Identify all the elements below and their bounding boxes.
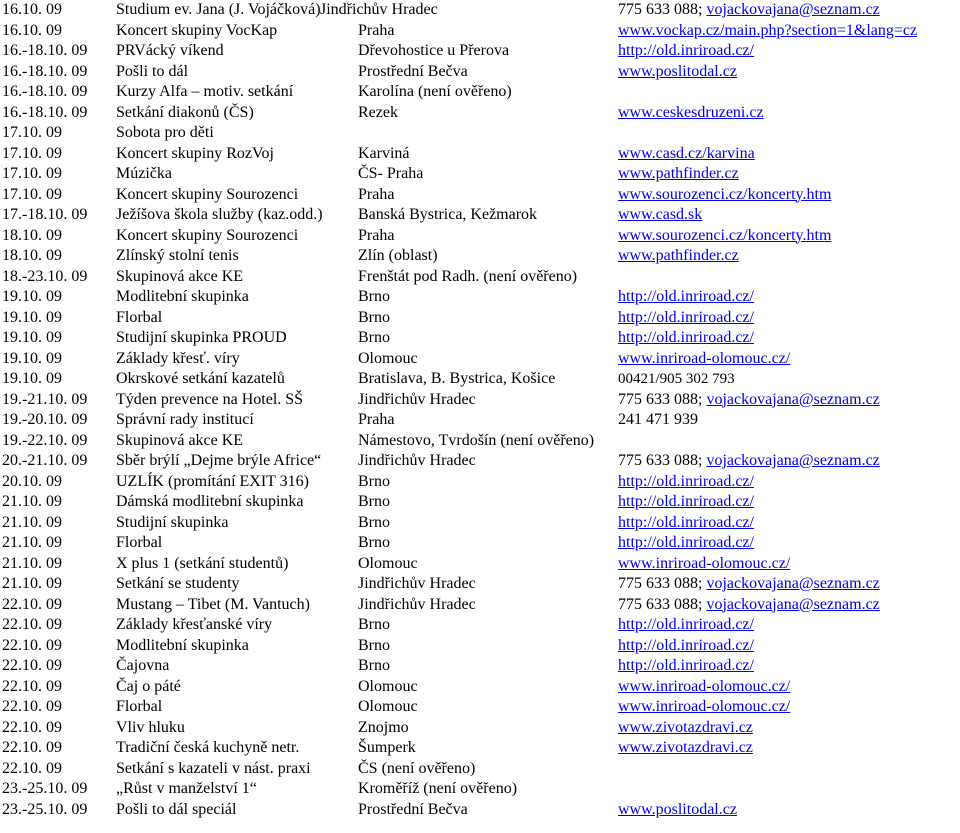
list-item (0, 328, 960, 349)
list-item (0, 205, 960, 226)
event-place: Brno (358, 657, 390, 674)
event-date: 18.10. 09 (2, 226, 62, 244)
event-contact (618, 533, 754, 554)
list-item (0, 349, 960, 370)
event-place: Brno (358, 308, 390, 326)
list-item (0, 390, 960, 411)
event-title: Modlitební skupinka (116, 636, 249, 654)
event-place: Jindřichův Hradec (358, 595, 476, 613)
event-place: Brno (358, 288, 390, 305)
event-contact (618, 697, 790, 718)
contact-link[interactable]: www.inriroad-olomouc.cz/ (618, 554, 791, 572)
list-item (0, 451, 960, 472)
contact-link[interactable]: http://old.inriroad.cz/ (618, 657, 754, 674)
list-item (0, 656, 960, 677)
event-place: Jindřichův Hradec (320, 1, 438, 18)
list-item (0, 62, 960, 83)
contact-link[interactable]: http://old.inriroad.cz/ (618, 636, 754, 654)
event-contact (618, 656, 754, 677)
contact-link[interactable]: http://old.inriroad.cz/ (618, 534, 754, 551)
event-title: Základy křesťanské víry (116, 616, 273, 633)
event-place: Bratislava, B. Bystrica, Košice (358, 370, 556, 387)
event-contact (618, 185, 831, 206)
event-contact (618, 574, 880, 595)
event-date: 22.10. 09 (2, 616, 62, 633)
event-date: 22.10. 09 (2, 595, 62, 613)
event-title: Ježíšova škola služby (kaz.odd.) (116, 206, 323, 223)
event-place: Brno (358, 513, 390, 531)
event-title: Koncert skupiny Sourozenci (116, 226, 299, 244)
list-item (0, 615, 960, 636)
event-title: Dámská modlitební skupinka (116, 493, 304, 510)
event-contact (618, 677, 790, 698)
list-item (0, 431, 960, 452)
list-item (0, 21, 960, 42)
contact-link[interactable]: http://old.inriroad.cz/ (618, 42, 754, 59)
event-place: Brno (358, 616, 390, 633)
contact-link[interactable]: www.vockap.cz/main.php?section=1&lang=cz (618, 21, 918, 39)
list-item (0, 103, 960, 124)
event-title: Setkání diakonů (ČS) (116, 103, 254, 121)
list-item (0, 697, 960, 718)
event-title: Pošli to dál speciál (116, 800, 237, 818)
contact-link[interactable]: http://old.inriroad.cz/ (618, 493, 754, 510)
contact-phone: 775 633 088; (618, 595, 707, 613)
contact-link[interactable]: www.casd.cz/karvina (618, 144, 755, 162)
event-title: „Růst v manželství 1“ (116, 780, 257, 797)
event-date: 16.10. 09 (2, 21, 62, 39)
event-title: Vliv hluku (116, 718, 185, 736)
event-date: 21.10. 09 (2, 493, 62, 510)
event-place: Prostřední Bečva (358, 62, 468, 80)
event-contact (618, 103, 764, 124)
event-contact (618, 0, 880, 21)
event-place: Námestovo, Tvrdošín (není ověřeno) (358, 431, 595, 449)
event-date: 17.10. 09 (2, 165, 62, 182)
event-date: 17.10. 09 (2, 144, 62, 162)
event-date: 19.10. 09 (2, 370, 62, 387)
event-contact (618, 800, 737, 821)
event-date: 16.10. 09 (2, 1, 62, 18)
event-place: ČS (není ověřeno) (358, 759, 476, 777)
event-place: Karolína (není ověřeno) (358, 83, 512, 100)
event-place: Dřevohostice u Přerova (358, 42, 510, 59)
event-title: Týden prevence na Hotel. SŠ (116, 390, 304, 408)
event-contact (618, 554, 790, 575)
event-title: Koncert skupiny Sourozenci (116, 185, 299, 203)
list-item (0, 533, 960, 554)
event-date: 17.10. 09 (2, 124, 62, 141)
event-date: 19.10. 09 (2, 329, 62, 346)
event-contact (618, 226, 831, 247)
event-contact (618, 21, 917, 42)
event-place: Praha (358, 185, 395, 203)
event-title: Okrskové setkání kazatelů (116, 370, 285, 387)
event-title: Čaj o páté (116, 677, 181, 695)
list-item (0, 287, 960, 308)
event-contact (618, 41, 754, 62)
event-place: Praha (358, 226, 395, 244)
event-place: Praha (358, 21, 395, 39)
event-title: Setkání se studenty (116, 575, 240, 592)
event-date: 17.10. 09 (2, 185, 62, 203)
event-place: Banská Bystrica, Kežmarok (358, 206, 538, 223)
event-title: Sběr brýlí „Dejme brýle Africe“ (116, 452, 322, 469)
event-title: Florbal (116, 698, 163, 715)
event-place: Zlín (oblast) (358, 247, 438, 264)
list-item (0, 246, 960, 267)
contact-link[interactable]: www.poslitodal.cz (618, 62, 737, 80)
contact-phone: 775 633 088; (618, 452, 707, 469)
event-date: 22.10. 09 (2, 698, 62, 715)
list-item (0, 574, 960, 595)
event-title: Zlínský stolní tenis (116, 247, 239, 264)
list-item (0, 369, 960, 390)
contact-link[interactable]: vojackovajana@seznam.cz (706, 452, 880, 469)
list-item (0, 554, 960, 575)
event-contact (618, 595, 880, 616)
event-contact (618, 738, 753, 759)
event-contact (618, 513, 754, 534)
event-place: Rezek (358, 103, 398, 121)
event-contact (618, 615, 754, 636)
list-item (0, 226, 960, 247)
event-contact (618, 451, 880, 472)
event-date: 21.10. 09 (2, 513, 62, 531)
event-place: Jindřichův Hradec (358, 390, 476, 408)
event-title: Studium ev. Jana (J. Vojáčková) (116, 1, 321, 18)
event-contact (618, 472, 754, 493)
event-date: 16.-18.10. 09 (2, 62, 88, 80)
contact-link[interactable]: vojackovajana@seznam.cz (706, 575, 880, 592)
contact-link[interactable]: www.inriroad-olomouc.cz/ (618, 698, 791, 715)
event-title: Modlitební skupinka (116, 288, 249, 305)
contact-link[interactable]: http://old.inriroad.cz/ (618, 513, 754, 531)
event-date: 21.10. 09 (2, 534, 62, 551)
contact-phone: 775 633 088; (618, 390, 707, 408)
event-date: 21.10. 09 (2, 554, 62, 572)
event-title: Skupinová akce KE (116, 267, 244, 285)
contact-link[interactable]: vojackovajana@seznam.cz (706, 1, 880, 18)
event-date: 19.-21.10. 09 (2, 390, 88, 408)
event-contact (618, 308, 754, 329)
event-date: 19.10. 09 (2, 349, 62, 367)
contact-phone: 775 633 088; (618, 575, 707, 592)
event-place: Šumperk (358, 739, 416, 756)
event-date: 23.-25.10. 09 (2, 780, 88, 797)
event-title: Setkání s kazateli v nást. praxi (116, 759, 311, 777)
event-title: Čajovna (116, 657, 170, 674)
contact-link[interactable]: http://old.inriroad.cz/ (618, 616, 754, 633)
event-place: Olomouc (358, 698, 418, 715)
event-contact (618, 369, 735, 390)
contact-link[interactable]: www.sourozenci.cz/koncerty.htm (618, 226, 832, 244)
contact-link[interactable]: http://old.inriroad.cz/ (618, 472, 754, 490)
event-place: Olomouc (358, 349, 418, 367)
event-title: UZLÍK (promítání EXIT 316) (116, 472, 309, 490)
event-date: 16.-18.10. 09 (2, 42, 88, 59)
event-title: Koncert skupiny RozVoj (116, 144, 274, 162)
list-item (0, 513, 960, 534)
event-contact (618, 246, 739, 267)
event-date: 18.10. 09 (2, 247, 62, 264)
contact-link[interactable]: http://old.inriroad.cz/ (618, 308, 754, 326)
contact-link[interactable]: www.pathfinder.cz (618, 247, 739, 264)
event-title: Florbal (116, 308, 163, 326)
event-title: PRVácký víkend (116, 42, 224, 59)
list-item (0, 472, 960, 493)
list-item (0, 123, 960, 144)
list-item (0, 0, 960, 21)
event-date: 22.10. 09 (2, 718, 62, 736)
event-place: Olomouc (358, 554, 418, 572)
event-contact (618, 328, 754, 349)
event-contact (618, 62, 737, 83)
event-place: Brno (358, 534, 390, 551)
event-title: Sobota pro děti (116, 124, 214, 141)
event-place: Brno (358, 329, 390, 346)
contact-link[interactable]: www.pathfinder.cz (618, 165, 739, 182)
list-item (0, 636, 960, 657)
list-item (0, 800, 960, 821)
event-place: Jindřichův Hradec (358, 575, 476, 592)
event-place: Znojmo (358, 718, 409, 736)
event-date: 16.-18.10. 09 (2, 103, 88, 121)
contact-link[interactable]: vojackovajana@seznam.cz (706, 595, 880, 613)
list-item (0, 595, 960, 616)
contact-phone: 241 471 939 (618, 411, 698, 428)
event-date: 16.-18.10. 09 (2, 83, 88, 100)
event-place: Praha (358, 411, 395, 428)
list-item (0, 164, 960, 185)
contact-link[interactable]: www.inriroad-olomouc.cz/ (618, 677, 791, 695)
list-item (0, 144, 960, 165)
event-date: 17.-18.10. 09 (2, 206, 88, 223)
list-item (0, 677, 960, 698)
contact-link[interactable]: http://old.inriroad.cz/ (618, 288, 754, 305)
contact-link[interactable]: www.inriroad-olomouc.cz/ (618, 349, 791, 367)
event-title: Kurzy Alfa – motiv. setkání (116, 83, 294, 100)
event-contact (618, 349, 790, 370)
event-place: Prostřední Bečva (358, 800, 468, 818)
event-title: Studijní skupinka PROUD (116, 329, 287, 346)
list-item (0, 779, 960, 800)
event-date: 22.10. 09 (2, 739, 62, 756)
event-date: 19.-22.10. 09 (2, 431, 88, 449)
event-place: Brno (358, 493, 390, 510)
list-item (0, 492, 960, 513)
event-place: Frenštát pod Radh. (není ověřeno) (358, 267, 578, 285)
event-contact (618, 636, 754, 657)
list-item (0, 82, 960, 103)
contact-link[interactable]: vojackovajana@seznam.cz (706, 390, 880, 408)
event-contact (618, 492, 754, 513)
contact-link[interactable]: www.zivotazdravi.cz (618, 739, 753, 756)
event-title: Tradiční česká kuchyně netr. (116, 739, 300, 756)
event-title: Koncert skupiny VocKap (116, 21, 278, 39)
list-item (0, 267, 960, 288)
event-title: Múzička (116, 165, 172, 182)
event-date: 20.10. 09 (2, 472, 62, 490)
event-date: 23.-25.10. 09 (2, 800, 88, 818)
event-place: Jindřichův Hradec (358, 452, 476, 469)
event-contact (618, 410, 698, 431)
event-place: Olomouc (358, 677, 418, 695)
event-title: Pošli to dál (116, 62, 189, 80)
list-item (0, 738, 960, 759)
contact-link[interactable]: www.poslitodal.cz (618, 800, 737, 818)
contact-phone: 00421/905 302 793 (618, 371, 735, 387)
event-place: Brno (358, 472, 390, 490)
event-contact (618, 390, 880, 411)
event-date: 22.10. 09 (2, 677, 62, 695)
contact-link[interactable]: http://old.inriroad.cz/ (618, 329, 754, 346)
event-title: Mustang – Tibet (M. Vantuch) (116, 595, 310, 613)
event-title: Správní rady institucí (116, 411, 254, 428)
event-date: 19.10. 09 (2, 288, 62, 305)
event-contact (618, 164, 739, 185)
event-date: 18.-23.10. 09 (2, 267, 88, 285)
contact-link[interactable]: www.ceskesdruzeni.cz (618, 103, 764, 121)
event-place: Karviná (358, 144, 410, 162)
event-place: ČS- Praha (358, 165, 424, 182)
event-date: 22.10. 09 (2, 759, 62, 777)
list-item (0, 759, 960, 780)
list-item (0, 308, 960, 329)
contact-link[interactable]: www.sourozenci.cz/koncerty.htm (618, 185, 832, 203)
list-item (0, 185, 960, 206)
event-title: Skupinová akce KE (116, 431, 244, 449)
event-title: Základy křesť. víry (116, 349, 240, 367)
event-title: X plus 1 (setkání studentů) (116, 554, 289, 572)
event-date: 19.-20.10. 09 (2, 411, 88, 428)
list-item (0, 41, 960, 62)
event-date: 20.-21.10. 09 (2, 452, 88, 469)
list-item (0, 718, 960, 739)
contact-phone: 775 633 088; (618, 1, 707, 18)
contact-link[interactable]: www.zivotazdravi.cz (618, 718, 753, 736)
event-place: Kroměříž (není ověřeno) (358, 780, 518, 797)
event-title: Studijní skupinka (116, 513, 229, 531)
event-title: Florbal (116, 534, 163, 551)
event-date: 22.10. 09 (2, 657, 62, 674)
event-date: 22.10. 09 (2, 636, 62, 654)
list-item (0, 410, 960, 431)
event-place: Brno (358, 636, 390, 654)
event-contact (618, 718, 753, 739)
event-contact (618, 205, 702, 226)
event-contact (618, 144, 755, 165)
event-contact (618, 287, 754, 308)
contact-link[interactable]: www.casd.sk (618, 206, 703, 223)
event-date: 21.10. 09 (2, 575, 62, 592)
event-date: 19.10. 09 (2, 308, 62, 326)
